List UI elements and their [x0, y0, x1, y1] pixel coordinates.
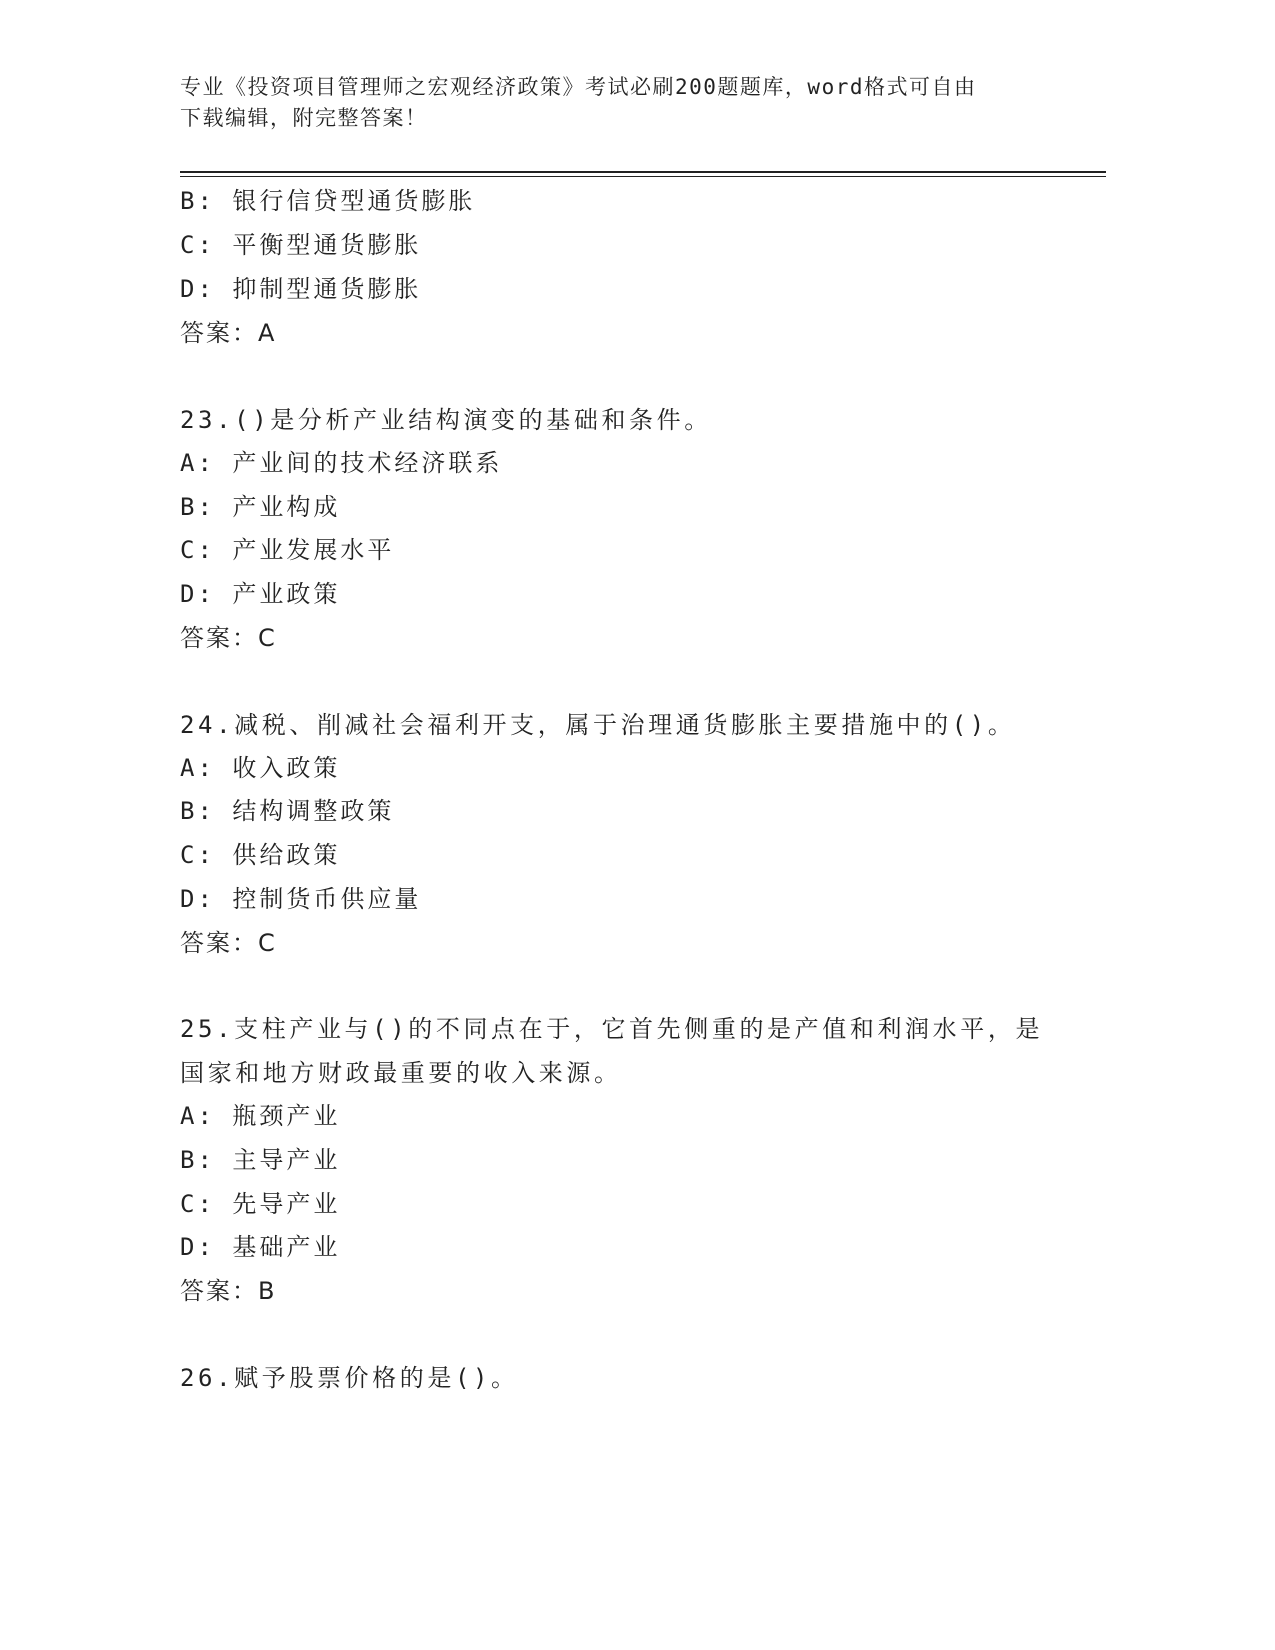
header-line-2: 下载编辑，附完整答案！: [180, 106, 428, 130]
question-23-answer: 答案：C: [180, 624, 277, 652]
option-d: D: 抑制型通货膨胀: [180, 275, 422, 303]
question-23-stem: 23.()是分析产业结构演变的基础和条件。: [180, 406, 712, 434]
header-divider-thin: [180, 176, 1106, 177]
question-24-stem: 24.减税、削减社会福利开支，属于治理通货膨胀主要措施中的()。: [180, 711, 1016, 739]
question-23-option-c: C: 产业发展水平: [180, 536, 395, 564]
question-26-stem: 26.赋予股票价格的是()。: [180, 1364, 519, 1392]
question-25-stem-line-1: 25.支柱产业与()的不同点在于，它首先侧重的是产值和利润水平，是: [180, 1015, 1044, 1043]
question-23-option-a: A: 产业间的技术经济联系: [180, 449, 503, 477]
answer-line: 答案：A: [180, 319, 277, 347]
option-b: B: 银行信贷型通货膨胀: [180, 187, 476, 215]
question-25-option-d: D: 基础产业: [180, 1233, 341, 1261]
header-line-1: 专业《投资项目管理师之宏观经济政策》考试必刷200题题库，word格式可自由: [180, 75, 977, 99]
question-24-option-b: B: 结构调整政策: [180, 797, 395, 825]
question-24-answer: 答案：C: [180, 929, 277, 957]
question-25-option-a: A: 瓶颈产业: [180, 1102, 341, 1130]
question-23-option-b: B: 产业构成: [180, 493, 341, 521]
question-25-stem-line-2: 国家和地方财政最重要的收入来源。: [180, 1059, 622, 1087]
question-24-option-d: D: 控制货币供应量: [180, 885, 422, 913]
question-25-answer: 答案：B: [180, 1277, 277, 1305]
document-header: [180, 72, 1050, 134]
question-25-option-c: C: 先导产业: [180, 1190, 341, 1218]
question-25-option-b: B: 主导产业: [180, 1146, 341, 1174]
question-23-option-d: D: 产业政策: [180, 580, 341, 608]
option-c: C: 平衡型通货膨胀: [180, 231, 422, 259]
question-24-option-a: A: 收入政策: [180, 754, 341, 782]
question-24-option-c: C: 供给政策: [180, 841, 341, 869]
header-divider-thick: [180, 171, 1106, 173]
